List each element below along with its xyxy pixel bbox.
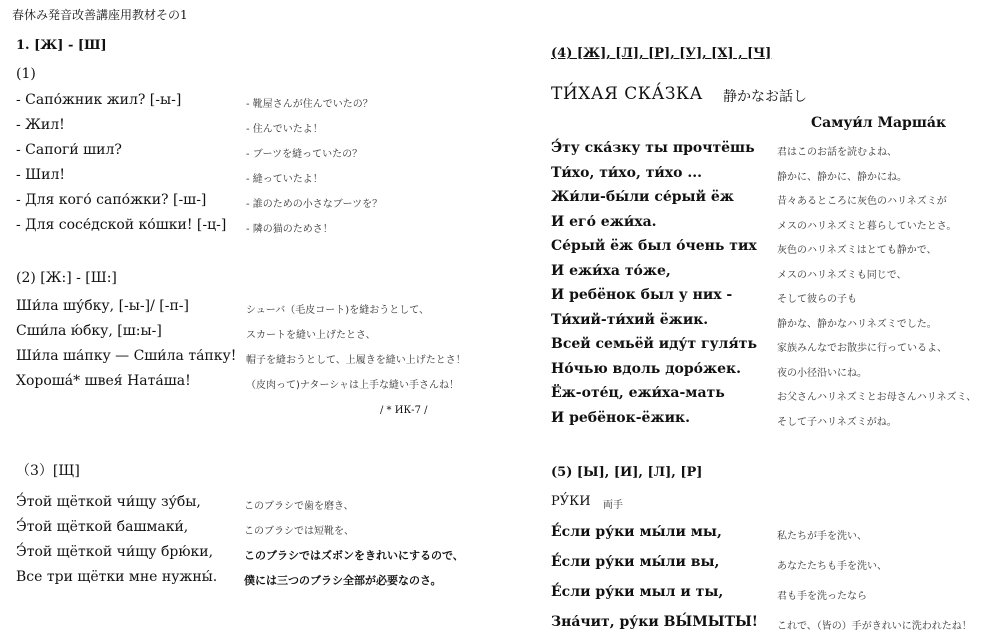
- poem-line-jp: 家族みんなでお散歩に行っているよ、: [777, 343, 947, 354]
- poem-title: ТИ́ХАЯ СКА́ЗКА: [551, 84, 703, 104]
- poem-line-ru: Всей семьёй иду́т гуля́ть: [551, 336, 757, 352]
- dialog-line-jp: - ブーツを縫っていたの？: [246, 149, 363, 160]
- verse-line-jp: （皮肉って)ナターシャは上手な縫い手さんね！: [246, 380, 460, 391]
- dialog-line-ru: - Шил!: [16, 167, 66, 183]
- section-5-subtitle: РУ́КИ: [551, 494, 591, 509]
- dialog-line-ru: - Жил!: [16, 117, 65, 133]
- brush-line-ru: Э́той щёткой чи́щу брю́ки,: [16, 544, 214, 560]
- poem-line-ru: Ти́хо, ти́хо, ти́хо ...: [551, 164, 702, 181]
- verse-line-ru: Ши́ла ша́пку — Сши́ла та́пку!: [16, 348, 237, 364]
- brush-line-jp: このブラシでは短靴を、: [244, 526, 354, 537]
- dialog-line-jp: - 住んでいたよ！: [246, 124, 323, 135]
- hands-line-ru: Е́сли ру́ки мыл и ты,: [551, 584, 724, 600]
- hands-line-ru: Зна́чит, ру́ки ВЫ́МЫТЫ!: [551, 614, 758, 630]
- hands-line-jp: 私たちが手を洗い、: [777, 531, 867, 542]
- section-1b-label: (2) [Ж:] - [Ш:]: [16, 270, 117, 286]
- poem-line-jp: メスのハリネズミと暮らしていたとさ。: [777, 220, 957, 232]
- dialog-line-ru: - Сапоги́ шил?: [16, 142, 122, 158]
- dialog-line-ru: - Для сосе́дской ко́шки! [-ц-]: [16, 217, 227, 233]
- poem-line-jp: そして彼らの子も: [777, 294, 857, 305]
- brush-line-jp: このブラシではズボンをきれいにするので、: [244, 549, 464, 562]
- poem-author: Самуи́л Марша́к: [811, 115, 947, 131]
- dialog-line-jp: - 誰のための小さなブーツを？: [246, 199, 383, 210]
- poem-line-ru: И его́ ежи́ха.: [551, 213, 657, 230]
- poem-line-ru: Ти́хий-ти́хий ёжик.: [551, 311, 709, 328]
- section-4-title: (4) [Ж], [Л], [Р], [У], [Х] , [Ч]: [551, 46, 772, 61]
- section-5-title: (5) [Ы], [И], [Л], [Р]: [551, 465, 703, 480]
- verse-line-jp: シューバ（毛皮コート)を縫おうとして、: [246, 305, 430, 316]
- hands-line-jp: 君も手を洗ったなら: [777, 591, 867, 602]
- poem-line-jp: 静かに、静かに、静かにね。: [777, 171, 907, 183]
- poem-line-ru: Жи́ли-бы́ли се́рый ёж: [551, 189, 734, 205]
- poem-line-ru: Но́чью вдоль доро́жек.: [551, 360, 742, 377]
- hands-line-jp: これで、（皆の）手がきれいに洗われたね！: [777, 621, 972, 632]
- brush-line-ru: Э́той щёткой башмаки́,: [16, 519, 189, 535]
- poem-line-ru: Се́рый ёж был о́чень тих: [551, 238, 757, 254]
- section-1-title: 1. [Ж] - [Ш]: [16, 38, 107, 53]
- section-3-title: （3）[Щ]: [16, 463, 80, 479]
- dialog-line-jp: - 縫っていたよ！: [246, 174, 323, 185]
- poem-line-jp: 夜の小径沿いにね。: [777, 367, 867, 379]
- verse-line-jp: スカートを縫い上げたとさ、: [246, 330, 376, 341]
- poem-line-jp: 昔々あるところに灰色のハリネズミが: [777, 196, 947, 207]
- brush-line-ru: Э́той щёткой чи́щу зу́бы,: [16, 494, 201, 510]
- poem-line-jp: 灰色のハリネズミはとても静かで、: [777, 245, 937, 256]
- dialog-line-ru: - Сапо́жник жил? [-ы-]: [16, 92, 182, 108]
- poem-line-jp: メスのハリネズミも同じで、: [777, 269, 907, 281]
- section-5-subtitle-jp: 両手: [603, 500, 623, 511]
- hands-line-ru: Е́сли ру́ки мы́ли вы,: [551, 554, 720, 570]
- brush-line-jp: このブラシで歯を磨き、: [244, 501, 354, 512]
- dialog-line-ru: - Для кого́ сапо́жки? [-ш-]: [16, 192, 207, 208]
- hands-line-ru: Е́сли ру́ки мы́ли мы,: [551, 524, 722, 540]
- poem-line-ru: И ребёнок был у них -: [551, 287, 733, 303]
- brush-line-jp: 僕には三つのブラシ全部が必要なのさ。: [244, 574, 442, 587]
- poem-line-ru: Ёж-оте́ц, ежи́ха-мать: [551, 385, 725, 401]
- poem-line-jp: そして子ハリネズミがね。: [777, 416, 897, 428]
- poem-line-jp: 静かな、静かなハリネズミでした。: [777, 318, 937, 330]
- poem-line-jp: 君はこのお話を読むよね、: [777, 147, 897, 158]
- verse-line-jp: 帽子を縫おうとして、上履きを縫い上げたとさ！: [246, 355, 466, 366]
- poem-title-jp: 静かなお話し: [723, 89, 807, 105]
- ik7-reference: / * ИК-7 /: [380, 405, 428, 416]
- section-1a-label: (1): [16, 66, 36, 82]
- verse-line-ru: Сши́ла ю́бку, [ш:ы-]: [16, 323, 162, 339]
- dialog-line-jp: - 靴屋さんが住んでいたの？: [246, 99, 373, 110]
- poem-line-jp: お父さんハリネズミとお母さんハリネズミ、: [777, 392, 977, 403]
- page-header: 春休み発音改善講座用教材その1: [12, 8, 188, 22]
- poem-line-ru: И ребёнок-ёжик.: [551, 409, 690, 426]
- poem-line-ru: И ежи́ха то́же,: [551, 262, 671, 279]
- poem-line-ru: Э́ту ска́зку ты прочтёшь: [551, 140, 755, 156]
- verse-line-ru: Хорошá* швея́ Ната́ша!: [16, 373, 191, 389]
- verse-line-ru: Ши́ла шу́бку, [-ы-]/ [-п-]: [16, 298, 189, 314]
- dialog-line-jp: - 隣の猫のためさ！: [246, 224, 333, 235]
- hands-line-jp: あなたたちも手を洗い、: [777, 561, 887, 572]
- brush-line-ru: Все три щётки мне нужны́.: [16, 569, 218, 585]
